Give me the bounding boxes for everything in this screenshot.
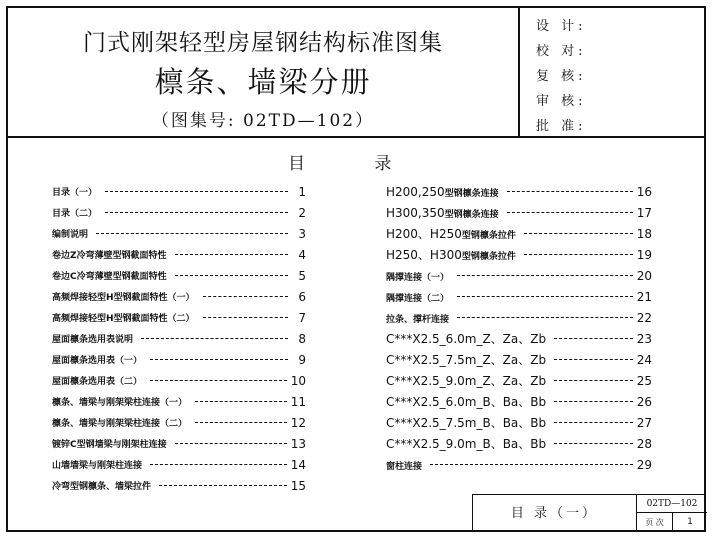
toc-entry-page: 28 <box>636 436 652 451</box>
title-block <box>472 494 706 532</box>
signoff-audit: 审 核: <box>536 94 587 109</box>
toc-entry-label <box>386 269 453 283</box>
toc-entry-desc: 型钢檩条连接 <box>444 188 499 199</box>
toc-entry-label: 高频焊接轻型H型钢截面特性（二） <box>52 311 199 324</box>
toc-leader-line <box>159 485 287 486</box>
toc-leader-line <box>203 317 288 318</box>
toc-entry <box>52 307 306 328</box>
toc-title: 目 录 <box>288 154 394 174</box>
toc-entry-page: 23 <box>636 331 652 346</box>
volume-title: 檩条、墙梁分册 <box>154 65 372 99</box>
toc-leader-line <box>507 191 633 192</box>
toc-entry-page: 2 <box>298 205 306 220</box>
toc-entry-page: 4 <box>298 247 306 262</box>
signoff-block <box>536 14 587 139</box>
toc-entry <box>52 202 306 223</box>
toc-leader-line <box>105 212 288 213</box>
toc-entry <box>52 181 306 202</box>
toc-entry <box>386 244 652 265</box>
toc-entry-label: 卷边Z冷弯薄壁型钢截面特性 <box>52 248 171 261</box>
toc-entry-label: 檩条、墙梁与刚架梁柱连接（一） <box>52 395 191 408</box>
toc-entry-desc: 型钢檩条拉件 <box>461 231 516 241</box>
toc-leader-line <box>141 338 288 339</box>
toc-entry <box>386 286 652 307</box>
toc-entry-page: 7 <box>298 310 306 325</box>
toc-entry-desc: 窗柱连接 <box>386 461 423 472</box>
toc-entry-page: 22 <box>636 310 652 325</box>
toc-leader-line <box>195 422 287 423</box>
toc-leader-line <box>554 380 633 381</box>
toc-entry <box>386 223 652 244</box>
toc-leader-line <box>96 233 288 234</box>
signoff-design: 设 计: <box>536 19 587 34</box>
toc-right-column <box>386 181 652 475</box>
toc-entry <box>52 370 306 391</box>
toc-leader-line <box>524 254 633 255</box>
toc-leader-line <box>150 359 288 360</box>
toc-entry-page: 1 <box>298 184 306 199</box>
toc-leader-line <box>554 401 633 402</box>
toc-entry-page: 19 <box>636 247 652 262</box>
toc-entry-label: 目录（一） <box>52 185 101 198</box>
toc-entry <box>52 391 306 412</box>
toc-entry <box>52 265 306 286</box>
toc-entry-page: 26 <box>636 394 652 409</box>
toc-entry-label <box>386 246 520 263</box>
toc-entry-page: 10 <box>290 373 306 388</box>
toc-entry-label: 编制说明 <box>52 227 92 240</box>
toc-entry <box>52 475 306 496</box>
toc-entry <box>386 202 652 223</box>
atlas-title: 门式刚架轻型房屋钢结构标准图集 <box>83 30 443 56</box>
toc-entry-label: 屋面檩条选用表（一） <box>52 353 146 366</box>
sheet-name: 目 录（一） <box>473 495 637 532</box>
toc-entry <box>386 265 652 286</box>
toc-entry <box>386 328 652 349</box>
toc-entry-page: 8 <box>298 331 306 346</box>
atlas-number: （图集号: 02TD—102） <box>151 111 375 131</box>
toc-entry-code: C***X2.5_9.0m_B、Ba、Bb <box>386 437 547 451</box>
toc-entry-label <box>386 225 520 242</box>
toc-entry <box>52 286 306 307</box>
toc-entry <box>52 433 306 454</box>
toc-entry-code: C***X2.5_7.5m_Z、Za、Zb <box>386 353 547 367</box>
toc-entry-label: 屋面檩条选用表说明 <box>52 332 137 345</box>
toc-entry-page: 6 <box>298 289 306 304</box>
toc-entry-code: H250、H300 <box>386 248 462 262</box>
toc-entry-desc: 型钢檩条拉件 <box>461 252 516 262</box>
toc-entry-label: 目录（二） <box>52 206 101 219</box>
toc-entry-page: 21 <box>636 289 652 304</box>
toc-entry-label: 镀锌C型钢墙梁与刚架柱连接 <box>52 437 171 450</box>
toc-entry-page: 16 <box>636 184 652 199</box>
toc-entry-label <box>386 330 550 347</box>
toc-entry-label: 冷弯型钢檩条、墙梁拉件 <box>52 479 155 492</box>
toc-leader-line <box>554 422 633 423</box>
header-divider <box>518 8 520 136</box>
toc-leader-line <box>195 401 287 402</box>
toc-entry-page: 14 <box>290 457 306 472</box>
signoff-review: 复 核: <box>536 69 587 84</box>
toc-entry-code: C***X2.5_9.0m_Z、Za、Zb <box>386 374 547 388</box>
toc-leader-line <box>457 296 633 297</box>
toc-entry-label: 山墙墙梁与刚架柱连接 <box>52 458 146 471</box>
toc-leader-line <box>457 275 633 276</box>
signoff-check: 校 对: <box>536 44 587 59</box>
signoff-approve: 批 准: <box>536 119 587 134</box>
toc-left-column <box>52 181 306 496</box>
toc-leader-line <box>457 317 633 318</box>
toc-leader-line <box>105 191 288 192</box>
toc-leader-line <box>150 464 287 465</box>
toc-entry-code: C***X2.5_6.0m_B、Ba、Bb <box>386 395 547 409</box>
toc-entry-page: 13 <box>290 436 306 451</box>
toc-entry-label <box>386 414 550 431</box>
toc-entry-page: 12 <box>290 415 306 430</box>
toc-entry <box>386 370 652 391</box>
toc-entry-page: 29 <box>636 457 652 472</box>
toc-entry <box>52 349 306 370</box>
toc-entry-label <box>386 372 550 389</box>
toc-entry <box>52 244 306 265</box>
toc-entry-code: C***X2.5_6.0m_Z、Za、Zb <box>386 332 547 346</box>
toc-leader-line <box>175 275 288 276</box>
toc-entry-code: H300,350 <box>386 205 445 220</box>
toc-entry-label: 屋面檩条选用表（二） <box>52 374 146 387</box>
toc-entry <box>386 412 652 433</box>
toc-entry-page: 18 <box>636 226 652 241</box>
toc-entry-label <box>386 393 550 410</box>
toc-entry-label: 卷边C冷弯薄壁型钢截面特性 <box>52 269 171 282</box>
toc-entry-page: 20 <box>636 268 652 283</box>
toc-entry-page: 27 <box>636 415 652 430</box>
toc-entry-page: 25 <box>636 373 652 388</box>
toc-entry <box>386 181 652 202</box>
toc-entry-page: 3 <box>298 226 306 241</box>
toc-leader-line <box>175 254 288 255</box>
toc-entry-label: 高频焊接轻型H型钢截面特性（一） <box>52 290 199 303</box>
toc-entry-label <box>386 435 550 452</box>
toc-entry-label <box>386 185 503 199</box>
toc-entry-page: 17 <box>636 205 652 220</box>
toc-entry-label: 檩条、墙梁与刚架梁柱连接（二） <box>52 416 191 429</box>
page-label: 页 次 <box>637 513 673 532</box>
toc-entry <box>386 307 652 328</box>
toc-entry-code: H200、H250 <box>386 227 462 241</box>
toc-entry <box>52 412 306 433</box>
toc-entry <box>52 454 306 475</box>
drawing-header <box>8 8 704 138</box>
toc-entry-page: 11 <box>290 394 306 409</box>
toc-entry-page: 24 <box>636 352 652 367</box>
toc-entry-label <box>386 458 426 472</box>
toc-entry-code: C***X2.5_7.5m_B、Ba、Bb <box>386 416 547 430</box>
toc-entry-desc: 隅撑连接（一） <box>386 272 450 283</box>
toc-entry-desc: 隅撑连接（二） <box>386 293 450 304</box>
toc-entry-page: 15 <box>290 478 306 493</box>
toc-leader-line <box>150 380 287 381</box>
toc-entry-label <box>386 351 550 368</box>
toc-leader-line <box>203 296 288 297</box>
toc-entry-desc: 拉条、撑杆连接 <box>386 314 450 325</box>
toc-entry <box>386 454 652 475</box>
toc-entry <box>52 328 306 349</box>
toc-entry-desc: 型钢檩条连接 <box>444 209 499 220</box>
toc-leader-line <box>524 233 633 234</box>
toc-entry-code: H200,250 <box>386 184 445 199</box>
toc-entry-page: 5 <box>298 268 306 283</box>
toc-leader-line <box>175 443 287 444</box>
toc-leader-line <box>554 359 633 360</box>
toc-entry-label <box>386 311 453 325</box>
toc-entry <box>52 223 306 244</box>
toc-entry <box>386 433 652 454</box>
toc-leader-line <box>554 338 633 339</box>
toc-entry-page: 9 <box>298 352 306 367</box>
toc-leader-line <box>507 212 633 213</box>
atlas-code: 02TD—102 <box>637 495 707 513</box>
toc-entry-label <box>386 290 453 304</box>
toc-entry <box>386 391 652 412</box>
page-number: 1 <box>687 517 693 527</box>
toc-entry-label <box>386 206 503 220</box>
toc-leader-line <box>554 443 633 444</box>
toc-leader-line <box>430 464 633 465</box>
toc-entry <box>386 349 652 370</box>
